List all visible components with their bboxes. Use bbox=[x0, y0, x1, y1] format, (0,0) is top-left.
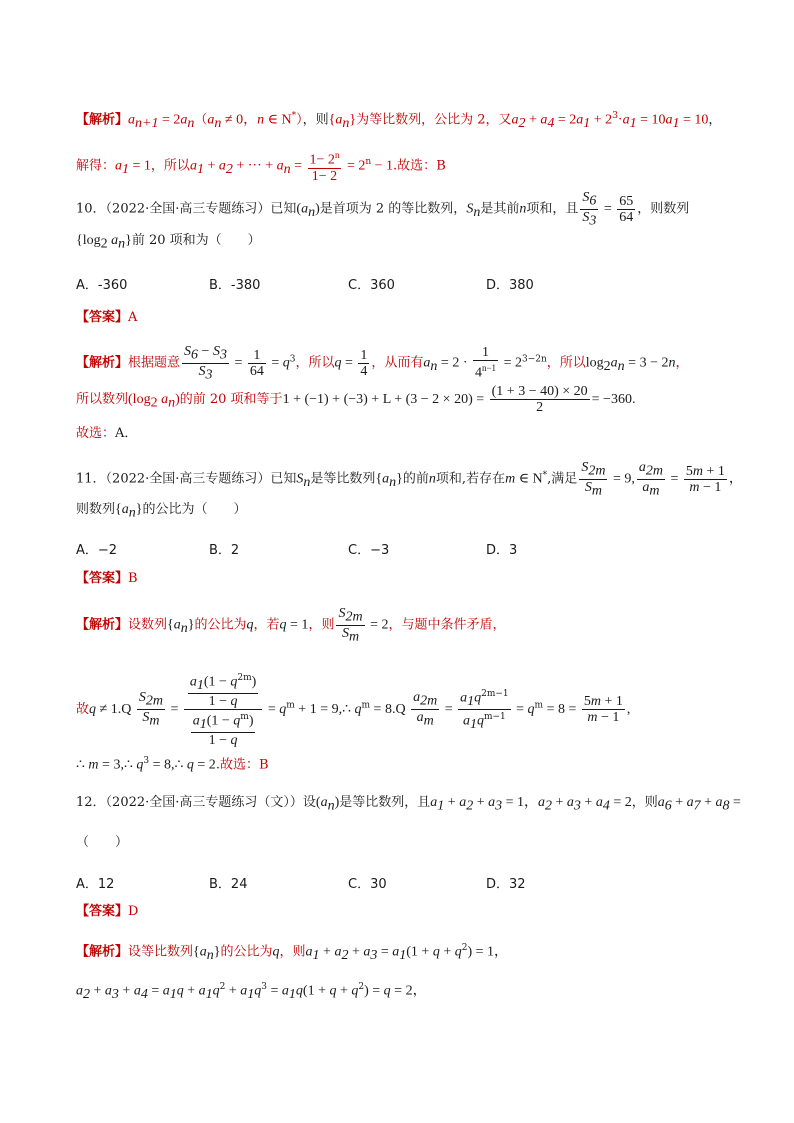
q10-stem-line-1: 10．（2022·全国·高三专题练习）已知$(a_n)$是首项为 2 的等比数列，$S_n$是其前n项和，且 $\frac{S_6}{S_3}$ = $\frac{65}{64}$ ，则数列 bbox=[76, 190, 690, 229]
q12-analysis-line-2: $a_2 + a_3 + a_4 = a_1q + a_1q^2 + a_1q^3 = a_1q(1 + q + q^2) = q = 2$， bbox=[76, 982, 427, 1002]
q10-option-a[interactable]: A．-360 bbox=[76, 278, 128, 293]
q12-stem-line-1: 12．（2022·全国·高三专题练习（文））设$(a_n)$是等比数列，且$a_1 + a_2 + a_3 = 1$，$a_2 + a_3 + a_4 = 2$，则$a_6 + a_7 + a_8$ = bbox=[76, 795, 741, 814]
q11-compound-fraction: $\frac{\frac{a_1(1 - q^{2m})}{1 - q}}{\frac{a_1(1 - q^m)}{1 - q}}$ bbox=[184, 671, 263, 748]
q11-option-d[interactable]: D．3 bbox=[486, 543, 518, 558]
q9-solve-line: 解得：$a_1 = 1$，所以$a_1 + a_2$ + ··· + $a_n$ = $\frac{1- 2^n}{1- 2}$ = $2^n - 1$.故选：B bbox=[76, 150, 446, 184]
solve-label: 解得： bbox=[76, 158, 116, 174]
q11-option-b[interactable]: B．2 bbox=[209, 543, 240, 558]
q11-number: 11． bbox=[76, 471, 106, 487]
q10-option-d[interactable]: D．380 bbox=[486, 278, 534, 293]
q11-answer-line: 【答案】B bbox=[76, 571, 138, 586]
q11-option-c[interactable]: C．−3 bbox=[348, 543, 390, 558]
q10-number: 10． bbox=[76, 201, 106, 217]
q10-option-b[interactable]: B．-380 bbox=[209, 278, 261, 293]
q10-conclusion-line: 故选：A． bbox=[76, 426, 138, 441]
q10-analysis-line-1: 【解析】根据题意 $\frac{S_6 - S_3}{S_3}$ = $\frac{1}{64}$ = $q^3$，所以q = $\frac{1}{4}$ ，从而有$a_n = 2$ · $\frac{1}{4^{n-1}}$ = $2^{3-2n}$，所以$\log_2a_n = 3 - 2n$， bbox=[76, 344, 689, 383]
q10-option-c[interactable]: C．360 bbox=[348, 278, 395, 293]
q12-answer: D bbox=[128, 904, 139, 919]
q10-answer: A bbox=[128, 310, 138, 325]
q10-conclusion: A． bbox=[115, 426, 138, 441]
q11-analysis-line-1: 【解析】设数列$\{a_n\}$的公比为q，若q = 1，则 $\frac{S_{2m}}{S_m}$ = 2，与题中条件矛盾， bbox=[76, 606, 506, 645]
q9-analysis-text-1: ，则 bbox=[302, 112, 329, 128]
q11-conclusion-answer: B bbox=[258, 757, 269, 773]
q12-analysis-line-1: 【解析】设等比数列$\{a_n\}$的公比为q，则$a_1 + a_2 + a_3 = a_1(1 + q + q^2) = 1$， bbox=[76, 943, 509, 963]
q11-stem-line-2: 则数列$\{a_n\}$的公比为（ ） bbox=[76, 502, 247, 521]
q9-answer: B bbox=[436, 158, 446, 174]
q9-analysis-line: 【解析】$a_{n+1} = 2a_n(a_n \ne 0$，n ∈ N*），则$\{a_n\}$为等比数列，公比为 2，又$a_2 + a_4 = 2a_1 + 2^3\cdot a_1 = 10a_1 = 10$， bbox=[76, 111, 722, 131]
q11-analysis-line-2: 故q ≠ 1.Q $\frac{S_{2m}}{S_m}$ = $\frac{\frac{a_1(1 - q^{2m})}{1 - q}}{\frac{a_1(1 - q^m)}{1 - q}}$ = $q^m + 1$ = 9,∴ $q^m = 8.Q$ $\frac{a_{2m}}{a_m}$ = $\frac{a_1q^{2m-1}}{a_1q^{m-1}}$ = $q^m = 8$ = $\frac{5m + 1}{m - 1}$ , bbox=[76, 673, 631, 748]
q10-ratio-fraction: $\frac{S_6}{S_3}$ bbox=[582, 190, 597, 229]
q12-number: 12． bbox=[76, 795, 106, 810]
q11-option-a[interactable]: A．−2 bbox=[76, 543, 118, 558]
q12-option-b[interactable]: B．24 bbox=[209, 877, 248, 892]
q12-option-a[interactable]: A．12 bbox=[76, 877, 115, 892]
q11-stem-line-1: 11．（2022·全国·高三专题练习）已知$S_n$是等比数列$\{a_n\}$的前n项和,若存在m ∈ N*,满足 $\frac{S_{2m}}{S_m}$ = 9, $\frac{a_{2m}}{a_m}$ = $\frac{5m + 1}{m - 1}$ ， bbox=[76, 460, 743, 499]
q11-source: （2022·全国·高三专题练习） bbox=[105, 471, 271, 487]
analysis-label: 【解析】 bbox=[76, 112, 129, 128]
q10-answer-line bbox=[76, 309, 137, 327]
q12-source: （2022·全国·高三专题练习（文）） bbox=[105, 795, 303, 810]
q10-source: （2022·全国·高三专题练习） bbox=[105, 201, 271, 217]
q12-stem-line-2 bbox=[76, 834, 128, 852]
answer-label: 【答案】 bbox=[76, 310, 129, 325]
q12-option-c[interactable]: C．30 bbox=[348, 877, 387, 892]
q10-stem-line-2: {$\log_2$ $a_n$}前 20 项和为（ ） bbox=[76, 233, 261, 252]
q12-blank: （ ） bbox=[76, 835, 129, 850]
q9-sum-fraction: $\frac{1- 2^n}{1- 2}$ bbox=[309, 150, 340, 184]
q11-answer: B bbox=[128, 571, 138, 586]
q10-analysis-line-2: 所以数列($\log_2$ $a_n$)的前 20 项和等于1 + (−1) + (−3) + L + (3 − 2 × 20) = $\frac{(1 + 3 - 40) \times 20}{2}$ = −360. bbox=[76, 384, 636, 415]
q12-option-d[interactable]: D．32 bbox=[486, 877, 526, 892]
q9-analysis-text-2: 为等比数列，公比为 2，又 bbox=[356, 112, 512, 128]
q12-answer-line: 【答案】D bbox=[76, 904, 139, 919]
q11-conclusion-line: ∴ m = 3,∴ $q^3$ = 8,∴ q = 2.故选：B bbox=[76, 756, 269, 773]
